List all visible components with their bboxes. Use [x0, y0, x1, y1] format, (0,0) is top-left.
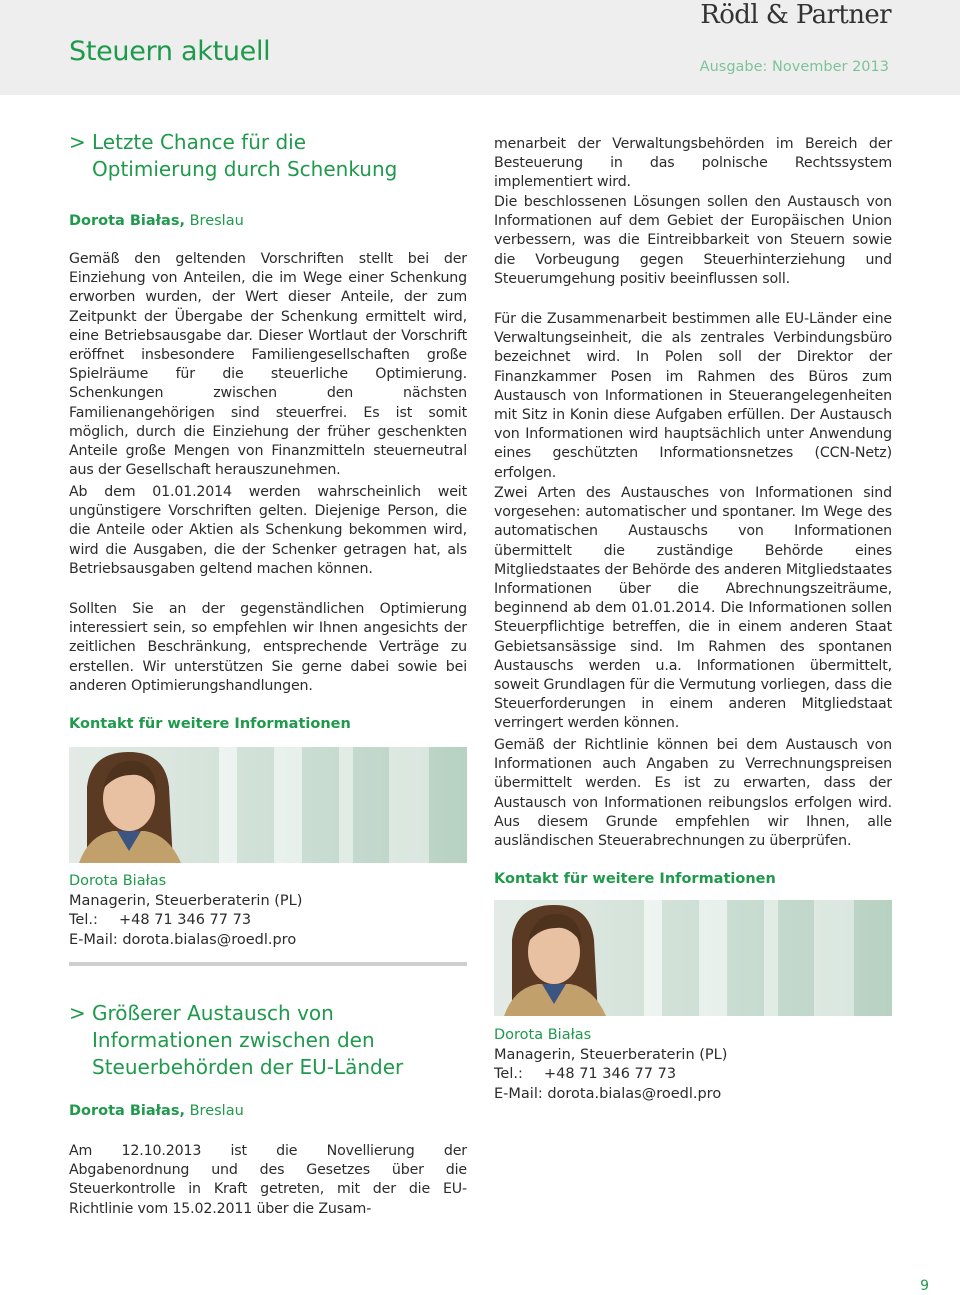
- contact-email-row: [69, 931, 467, 951]
- author-name: Dorota Białas,: [69, 1103, 185, 1119]
- contact-email[interactable]: dorota.bialas@roedl.pro: [547, 1085, 722, 1102]
- article-2-title-line-3: Steuerbehörden der EU-Länder: [92, 1055, 404, 1079]
- contact-heading: Kontakt für weitere Informationen: [494, 871, 776, 887]
- paragraph: Ab dem 01.01.2014 werden wahrscheinlich weit ungünstigere Vorschriften gelten. Diejenige Person, die die Anteile oder Aktien als Schenkung bekommen wird, wird die Ausgaben, die der Schenker getragen hat, als Betriebsausgaben geltend machen können.: [69, 484, 467, 577]
- contact-role: Managerin, Steuerberaterin (PL): [69, 892, 303, 909]
- article-2-title-line-2: Informationen zwischen den: [92, 1028, 375, 1052]
- paragraph: Für die Zusammenarbeit bestimmen alle EU-Länder eine Verwaltungseinheit, die als zentrales Verbindungsbüro bezeichnet wird. In Polen soll der Direktor der Finanzkammer Posen im Rahmen des Büros zum Austausch von Informationen in Steuerangelegenheiten mit Sitz in Konin diese Aufgaben erfüllen. Der Austausch von Informationen wird hauptsächlich unter Anwendung eines geschützten Informationsnetzes (CCN-Netz) erfolgen.: [494, 311, 892, 481]
- contact-email-row: [494, 1085, 892, 1105]
- contact-photo: [494, 900, 892, 1016]
- article-2-body-5: [494, 736, 892, 851]
- paragraph: Gemäß der Richtlinie können bei dem Austausch von Informationen auch Angaben zu Verrechnungspreisen übermittelt werden. Es ist zu erwarten, dass der Austausch von Informationen reibungslos erfolgen wird. Aus diesem Grunde empfehlen wir Ihnen, alle ausländischen Steuerabrechnungen zu überprüfen.: [494, 737, 892, 850]
- contact-phone[interactable]: +48 71 346 77 73: [544, 1066, 677, 1082]
- author-city: Breslau: [189, 213, 244, 229]
- article-2-byline: [69, 1103, 244, 1119]
- article-1-body-3: [69, 600, 467, 696]
- contact-name: Dorota Białas: [69, 873, 167, 889]
- article-1-title-line-1: Letzte Chance für die: [92, 130, 307, 154]
- chevron-right-icon: >: [69, 1001, 86, 1025]
- contact-phone-row: [494, 1065, 892, 1085]
- contact-role: Managerin, Steuerberaterin (PL): [494, 1046, 728, 1063]
- article-2-body-4: [494, 484, 892, 734]
- author-city: Breslau: [189, 1103, 244, 1119]
- author-name: Dorota Białas,: [69, 213, 185, 229]
- issue-date: Ausgabe: November 2013: [699, 59, 889, 75]
- contact-email[interactable]: dorota.bialas@roedl.pro: [122, 931, 297, 948]
- article-1-title: [69, 129, 489, 183]
- brand-logo: Rödl & Partner: [700, 0, 891, 30]
- article-2-body-3: [494, 310, 892, 483]
- contact-phone[interactable]: +48 71 346 77 73: [119, 912, 252, 928]
- contact-block: [494, 1026, 892, 1104]
- contact-name: Dorota Białas: [494, 1027, 592, 1043]
- chevron-right-icon: >: [69, 130, 86, 154]
- section-divider: [69, 962, 467, 966]
- paragraph: Am 12.10.2013 ist die Novellierung der Abgabenordnung und des Gesetzes über die Steuerkontrolle in Kraft getreten, mit der die EU-Richtlinie vom 15.02.2011 über die Zusam-: [69, 1143, 467, 1217]
- article-1-body-1: [69, 250, 467, 480]
- publication-title: Steuern aktuell: [69, 36, 271, 67]
- article-2-body-2: [494, 193, 892, 289]
- contact-heading: Kontakt für weitere Informationen: [69, 716, 351, 732]
- page-number: 9: [920, 1278, 929, 1294]
- email-label: E-Mail:: [494, 1085, 543, 1102]
- article-1-byline: [69, 213, 244, 229]
- article-2-title-line-1: Größerer Austausch von: [92, 1001, 334, 1025]
- paragraph: Die beschlossenen Lösungen sollen den Austausch von Informationen auf dem Gebiet der Europäischen Union verbessern, was die Eintreibbarkeit von Steuern sowie die Vorbeugung gegen Steuerhinterziehung und Steuerumgehung positiv beeinflussen soll.: [494, 194, 892, 287]
- paragraph: Gemäß den geltenden Vorschriften stellt bei der Einziehung von Anteilen, die im Wege einer Schenkung erworben wurden, der Wert dieser Anteile, der zum Zeitpunkt der Übergabe der Schenkung ermittelt wird, eine Betriebsausgabe dar. Dieser Wortlaut der Vorschrift eröffnet insbesondere Familiengesellschaften große Spielräume für die steuerliche Optimierung. Schenkungen zwischen den nächsten Familienangehörigen sind steuerfrei. Es ist somit möglich, durch die Einziehung der früher geschenkten Anteile große Mengen von Finanzmitteln steuerneutral aus der Gesellschaft herauszunehmen.: [69, 251, 467, 479]
- paragraph: menarbeit der Verwaltungsbehörden im Bereich der Besteuerung in das polnische Rechtssystem implementiert wird.: [494, 136, 892, 191]
- paragraph: Zwei Arten des Austausches von Informationen sind vorgesehen: automatischer und spontaner. Im Wege des automatischen Austauschs von Informationen übermittelt die zuständige Behörde eines Mitgliedstaates der Behörde des anderen Mitgliedstaates Informationen über die Abrechnungszeiträume, beginnend ab dem 01.01.2014. Die Informationen sollen Steuerpflichtige betreffen, die in einem anderen Staat Gebietsansässige sind. Im Rahmen des spontanen Austauschs werden u.a. Informationen übermittelt, soweit Grundlagen für die Vermutung vorliegen, dass die Steuerforderungen in einem anderen Mitgliedstaat verringert werden können.: [494, 485, 892, 732]
- contact-photo: [69, 747, 467, 863]
- email-label: E-Mail:: [69, 931, 118, 948]
- article-1-title-line-2: Optimierung durch Schenkung: [92, 157, 398, 181]
- phone-label: Tel.:: [69, 912, 98, 928]
- paragraph: Sollten Sie an der gegenständlichen Optimierung interessiert sein, so empfehlen wir Ihnen angesichts der zeitlichen Beschränkung, entsprechende Verträge zu erstellen. Wir unterstützen Sie gerne dabei sowie bei anderen Optimierungshandlungen.: [69, 601, 467, 694]
- article-2-intro: [69, 1142, 467, 1219]
- phone-label: Tel.:: [494, 1066, 523, 1082]
- contact-phone-row: [69, 911, 467, 931]
- article-1-body-2: [69, 483, 467, 579]
- article-2-body-1: [494, 135, 892, 193]
- article-2-title: [69, 1000, 489, 1081]
- contact-block: [69, 872, 467, 950]
